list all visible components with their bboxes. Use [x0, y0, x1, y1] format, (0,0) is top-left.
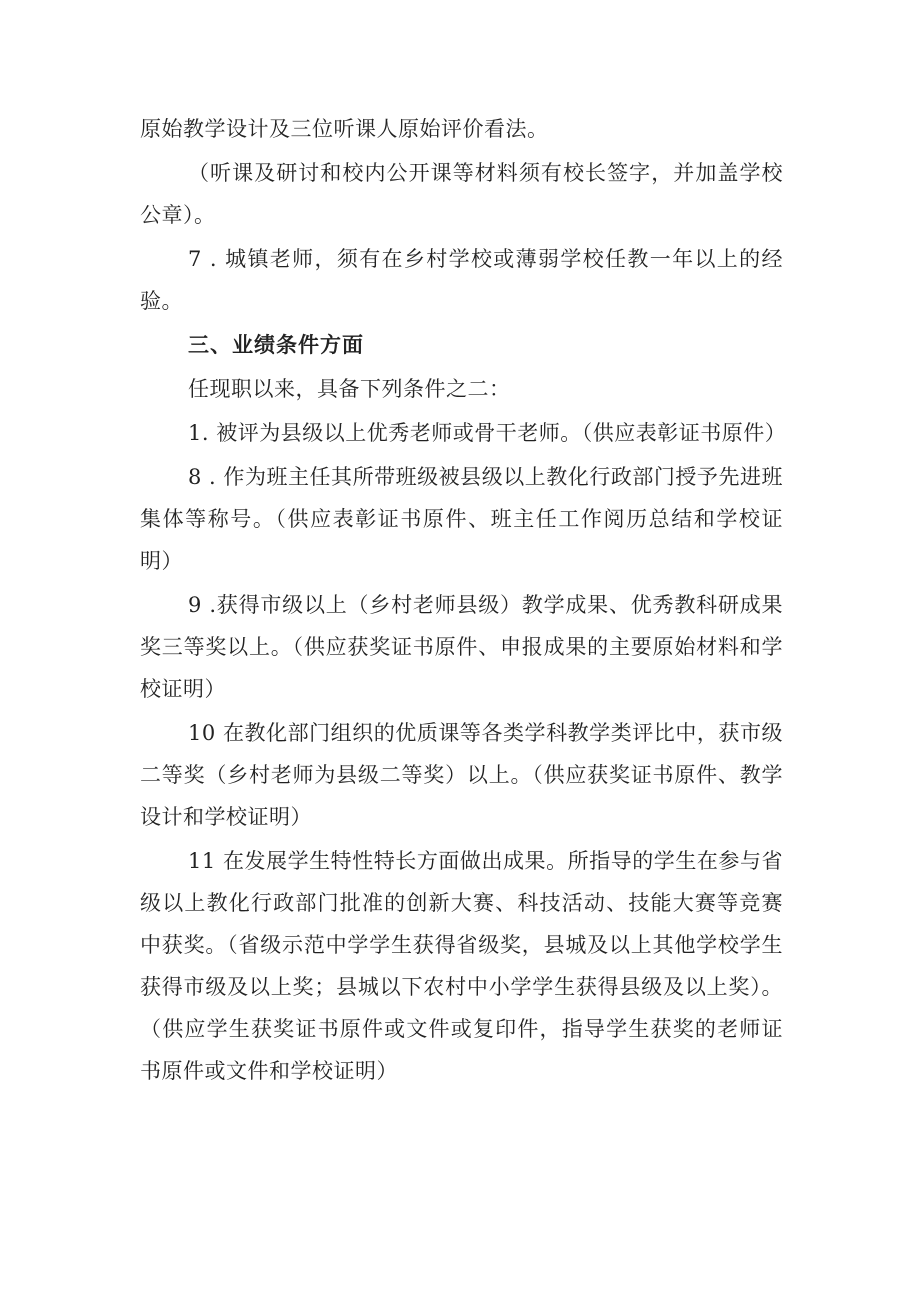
section-heading: 三、业绩条件方面: [188, 333, 364, 357]
paragraph-item-11: 11 在发展学生特性特长方面做出成果。所指导的学生在参与省级以上教化行政部门批准的创新大赛、科技活动、技能大赛等竞赛中获奖。（省级示范中学学生获得省级奖，县城及以上其他学校学生获得市级及以上奖；县城以下农村中小学学生获得县级及以上奖）。（供应学生获奖证书原件或文件或复印件，指导学生获奖的老师证书原件或文件和学校证明）: [140, 849, 783, 1083]
paragraph-item-8: 8 . 作为班主任其所带班级被县级以上教化行政部门授予先进班集体等称号。（供应表彰证书原件、班主任工作阅历总结和学校证明）: [140, 465, 783, 573]
paragraph-continuation: 原始教学设计及三位听课人原始评价看法。: [140, 117, 549, 141]
paragraph-item-1: 1. 被评为县级以上优秀老师或骨干老师。（供应表彰证书原件）: [188, 421, 787, 445]
document-body: [140, 108, 787, 1092]
paragraph-item-9: 9 .获得市级以上（乡村老师县级）教学成果、优秀教科研成果奖三等奖以上。（供应获奖证书原件、申报成果的主要原始材料和学校证明）: [140, 593, 783, 701]
paragraph-item-7: 7 . 城镇老师，须有在乡村学校或薄弱学校任教一年以上的经验。: [140, 247, 783, 313]
paragraph-item-10: 10 在教化部门组织的优质课等各类学科教学类评比中，获市级二等奖（乡村老师为县级二等奖）以上。（供应获奖证书原件、教学设计和学校证明）: [140, 721, 783, 829]
paragraph-intro: 任现职以来，具备下列条件之二：: [188, 377, 511, 401]
paragraph-note-signature: （听课及研讨和校内公开课等材料须有校长签字，并加盖学校公章）。: [140, 161, 783, 227]
